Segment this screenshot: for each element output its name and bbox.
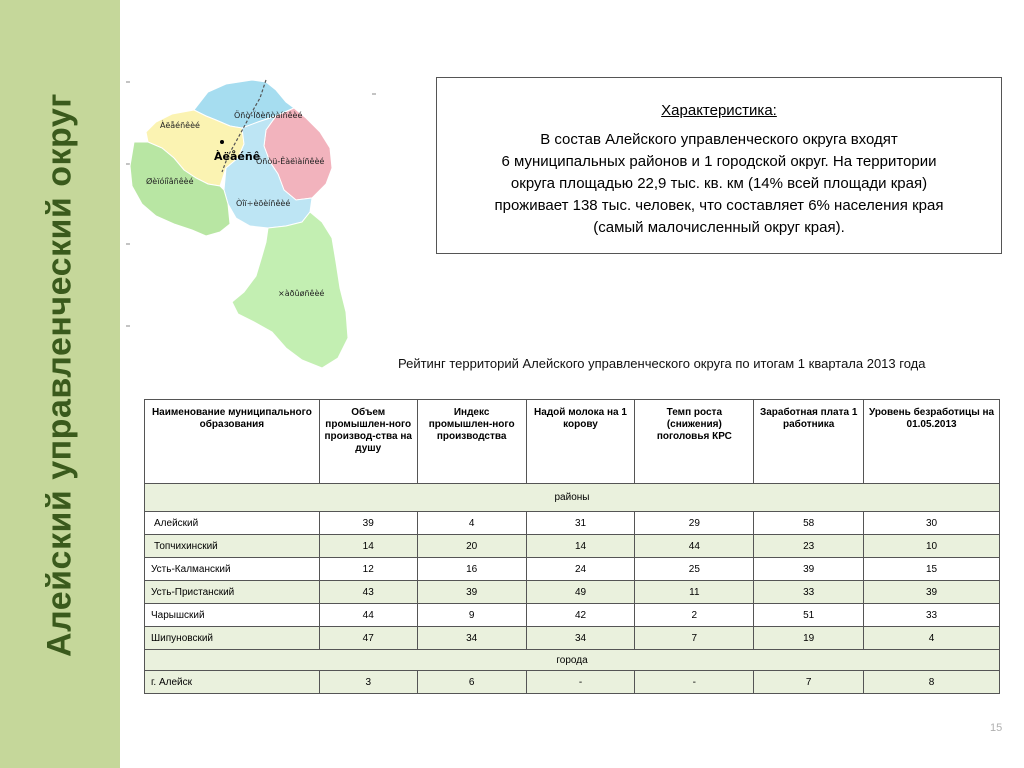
table-row <box>145 512 1000 535</box>
map-label-center: Òîï÷èõèíñêèé <box>236 199 291 208</box>
map-label-west-upper: Àëåéñêèé <box>160 121 200 130</box>
map-label-north: Öñò-Ïðèñòàíñêèé <box>234 111 303 120</box>
cell: 15 <box>864 558 1000 581</box>
cell: 14 <box>526 535 635 558</box>
group-label: города <box>145 650 1000 671</box>
row-name: Шипуновский <box>145 627 320 650</box>
cell: 44 <box>635 535 754 558</box>
cell: 58 <box>754 512 864 535</box>
row-name: Топчихинский <box>145 535 320 558</box>
table-row <box>145 558 1000 581</box>
cell: 39 <box>417 581 526 604</box>
header-industrial-volume: Объем промышлен-ного производ-ства на душу <box>319 400 417 484</box>
cell: 34 <box>526 627 635 650</box>
cell: 43 <box>319 581 417 604</box>
map-label-east: Öñòü-Êàëìàíñêèé <box>256 157 325 166</box>
cell: 3 <box>319 671 417 694</box>
rating-table <box>144 399 1000 694</box>
cell: 20 <box>417 535 526 558</box>
cell: 47 <box>319 627 417 650</box>
table-row <box>145 581 1000 604</box>
sidebar <box>0 0 120 768</box>
cell: 10 <box>864 535 1000 558</box>
header-unemployment: Уровень безработицы на 01.05.2013 <box>864 400 1000 484</box>
row-name: Чарышский <box>145 604 320 627</box>
cell: 49 <box>526 581 635 604</box>
cell: - <box>635 671 754 694</box>
group-row-cities <box>145 650 1000 671</box>
info-line: проживает 138 тыс. человек, что составляет 6% населения края <box>494 197 944 214</box>
cell: - <box>526 671 635 694</box>
header-milk-yield: Надой молока на 1 корову <box>526 400 635 484</box>
cell: 42 <box>526 604 635 627</box>
cell: 11 <box>635 581 754 604</box>
cell: 29 <box>635 512 754 535</box>
info-text <box>465 129 973 239</box>
cell: 39 <box>754 558 864 581</box>
table-row <box>145 535 1000 558</box>
district-map <box>126 76 386 368</box>
cell: 8 <box>864 671 1000 694</box>
table-row <box>145 671 1000 694</box>
info-line: (самый малочисленный округ края). <box>593 219 845 236</box>
cell: 7 <box>635 627 754 650</box>
info-line: округа площадью 22,9 тыс. кв. км (14% всей площади края) <box>510 175 928 192</box>
rating-title: Рейтинг территорий Алейского управленческого округа по итогам 1 квартала 2013 года <box>398 356 926 371</box>
row-name: Алейский <box>145 512 320 535</box>
cell: 33 <box>864 604 1000 627</box>
cell: 16 <box>417 558 526 581</box>
cell: 39 <box>319 512 417 535</box>
cell: 34 <box>417 627 526 650</box>
cell: 51 <box>754 604 864 627</box>
info-box <box>436 77 1002 254</box>
cell: 7 <box>754 671 864 694</box>
row-name: Усть-Калманский <box>145 558 320 581</box>
cell: 44 <box>319 604 417 627</box>
map-label-west: Øèïóíîâñêèé <box>146 177 194 186</box>
sidebar-title: Алейский управленческий округ <box>40 93 79 657</box>
group-row-districts <box>145 484 1000 512</box>
table-row <box>145 604 1000 627</box>
cell: 25 <box>635 558 754 581</box>
cell: 39 <box>864 581 1000 604</box>
group-label: районы <box>145 484 1000 512</box>
cell: 6 <box>417 671 526 694</box>
cell: 14 <box>319 535 417 558</box>
cell: 23 <box>754 535 864 558</box>
table-header-row <box>145 400 1000 484</box>
page-number: 15 <box>990 722 1003 734</box>
map-label-south: ×àðûøñêèé <box>278 289 325 298</box>
cell: 33 <box>754 581 864 604</box>
map-label-city: Àëåéñê <box>214 150 261 163</box>
row-name: Усть-Пристанский <box>145 581 320 604</box>
city-marker <box>220 140 224 144</box>
cell: 4 <box>417 512 526 535</box>
cell: 4 <box>864 627 1000 650</box>
cell: 30 <box>864 512 1000 535</box>
row-name: г. Алейск <box>145 671 320 694</box>
header-salary: Заработная плата 1 работника <box>754 400 864 484</box>
header-name: Наименование муниципального образования <box>145 400 320 484</box>
header-cattle-growth: Темп роста (снижения) поголовья КРС <box>635 400 754 484</box>
cell: 24 <box>526 558 635 581</box>
cell: 2 <box>635 604 754 627</box>
cell: 12 <box>319 558 417 581</box>
info-line: В состав Алейского управленческого округа входят <box>540 131 898 148</box>
cell: 19 <box>754 627 864 650</box>
table-row <box>145 627 1000 650</box>
header-industrial-index: Индекс промышлен-ного производства <box>417 400 526 484</box>
cell: 31 <box>526 512 635 535</box>
cell: 9 <box>417 604 526 627</box>
info-line: 6 муниципальных районов и 1 городской округ. На территории <box>501 153 937 170</box>
info-heading: Характеристика: <box>661 102 777 119</box>
